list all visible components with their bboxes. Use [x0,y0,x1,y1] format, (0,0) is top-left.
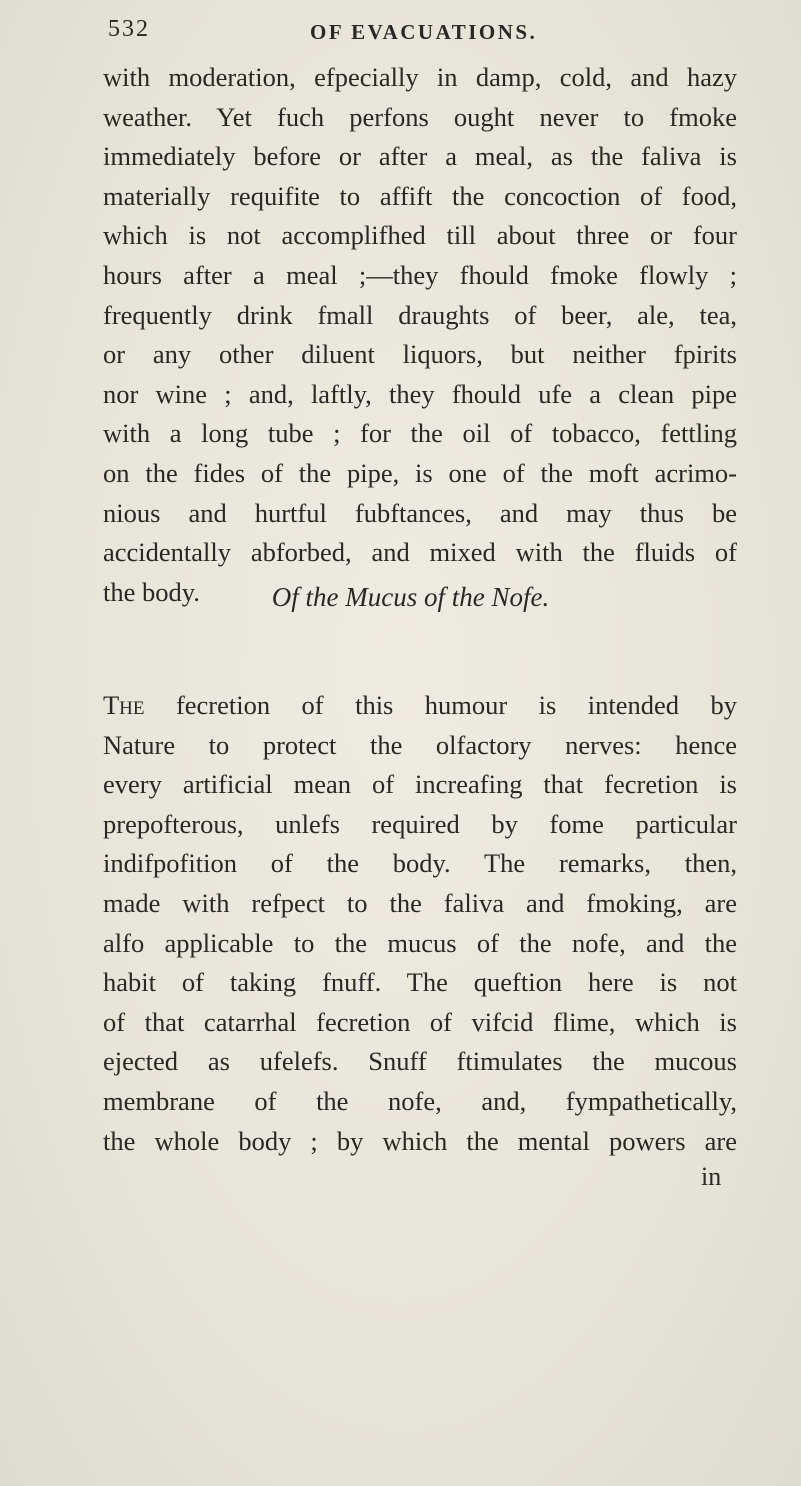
text-line: which is not accomplifhed till about three or four [103,220,737,251]
page-number: 532 [108,16,150,42]
page-header [98,16,718,50]
first-line-rest: fecretion of this humour is intended by [144,690,737,720]
text-line: on the fides of the pipe, is one of the moft acrimo- [103,457,737,488]
text-line: the whole body ; by which the mental powers are [103,1125,737,1156]
paragraph-first-word: The [103,690,145,720]
text-line: alfo applicable to the mucus of the nofe, and the [103,927,737,958]
text-line: with moderation, efpecially in damp, cold, and hazy [103,62,737,92]
text-line: nious and hurtful fubftances, and may thus be [103,497,737,528]
text-line: of that catarrhal fecretion of vifcid flime, which is [103,1006,737,1037]
text-line: every artificial mean of increafing that fecretion is [103,769,737,800]
text-line: made with refpect to the faliva and fmoking, are [103,887,737,918]
text-line: nor wine ; and, laftly, they fhould ufe a clean pipe [103,378,737,409]
text-line: with a long tube ; for the oil of tobacco, fettling [103,418,737,449]
text-line: materially requifite to affift the concoction of food, [103,180,737,211]
text-line: membrane of the nofe, and, fympathetically, [103,1085,737,1116]
text-line: prepofterous, unlefs required by fome particular [103,808,737,839]
text-line: the body. [103,576,200,607]
paragraph-1 [103,58,737,612]
text-line: accidentally abforbed, and mixed with the fluids of [103,537,737,568]
running-title: OF EVACUATIONS. [310,20,538,44]
section-heading: Of the Mucus of the Nofe. [271,582,550,612]
text-line: frequently drink fmall draughts of beer, ale, tea, [103,299,737,330]
text-line: ejected as ufelefs. Snuff ftimulates the mucous [103,1046,737,1077]
text-line: or any other diluent liquors, but neither fpirits [103,339,737,370]
text-line: weather. Yet fuch perfons ought never to fmoke [103,101,737,132]
catchword: in [701,1162,722,1191]
text-line: hours after a meal ;—they fhould fmoke flowly ; [103,259,737,290]
text-line: immediately before or after a meal, as the faliva is [103,141,737,172]
text-line: habit of taking fnuff. The queftion here is not [103,967,737,998]
text-line: indifpofition of the body. The remarks, then, [103,848,737,879]
text-line [103,686,737,726]
paragraph-2 [103,686,737,1161]
text-line: Nature to protect the olfactory nerves: hence [103,729,737,760]
